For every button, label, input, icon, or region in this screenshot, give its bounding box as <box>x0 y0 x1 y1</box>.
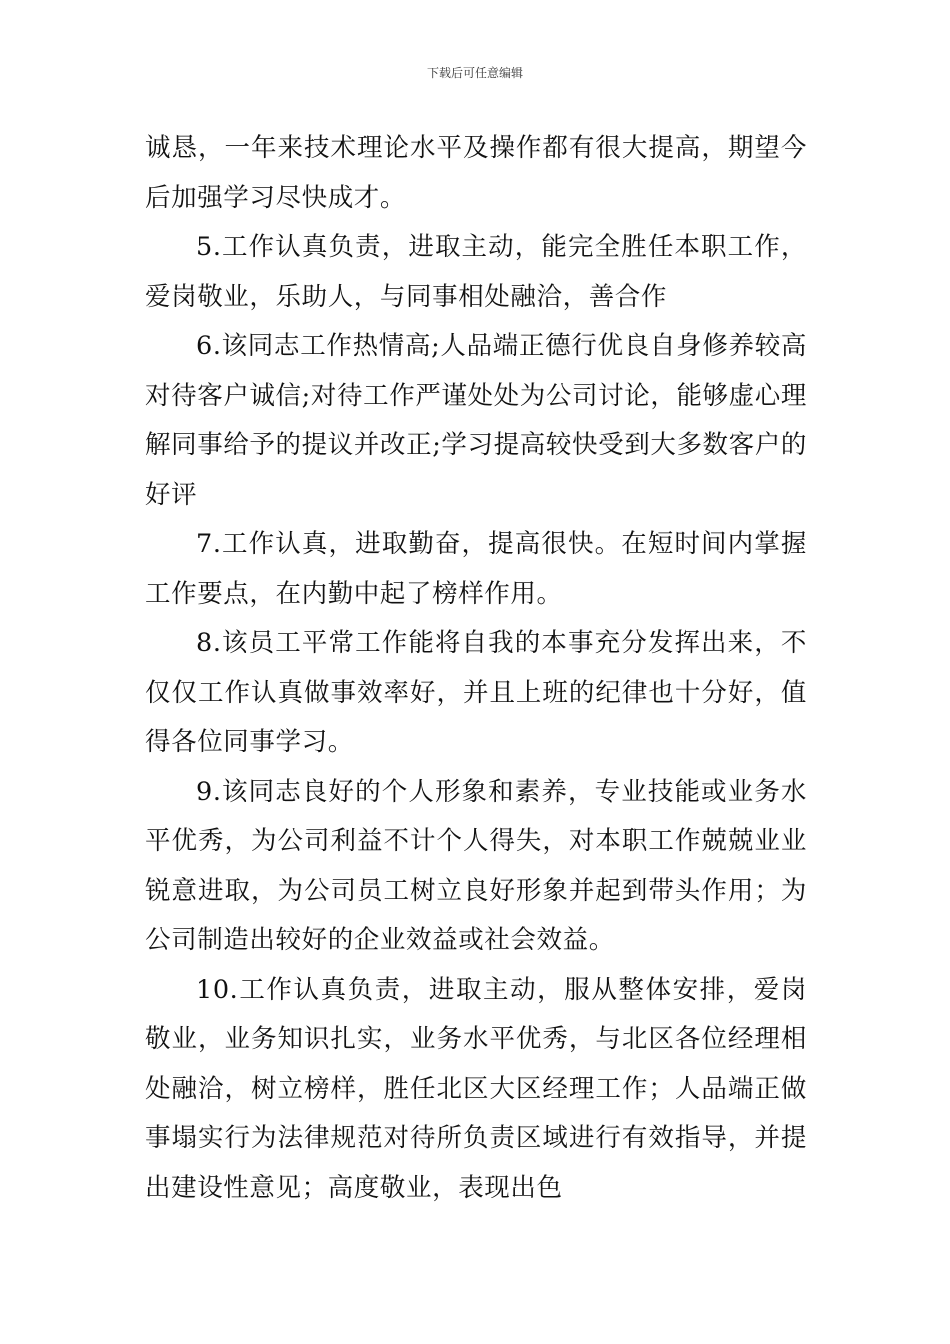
paragraph-item-5: 5.工作认真负责，进取主动，能完全胜任本职工作，爱岗敬业，乐助人，与同事相处融洽，善合作 <box>145 232 807 312</box>
paragraph-item-7: 7.工作认真，进取勤奋，提高很快。在短时间内掌握工作要点，在内勤中起了榜样作用。 <box>145 529 807 609</box>
page-header-note: 下载后可任意编辑 <box>426 66 523 80</box>
paragraph-continuation: 诚恳，一年来技术理论水平及操作都有很大提高，期望今后加强学习尽快成才。 <box>145 133 807 213</box>
document-body <box>145 124 807 1213</box>
paragraph-item-10: 10.工作认真负责，进取主动，服从整体安排，爱岗敬业，业务知识扎实，业务水平优秀，与北区各位经理相处融洽，树立榜样，胜任北区大区经理工作；人品端正做事塌实行为法律规范对待所负责区域进行有效指导，并提出建设性意见；高度敬业，表现出色 <box>145 974 807 1203</box>
paragraph-item-8: 8.该员工平常工作能将自我的本事充分发挥出来，不仅仅工作认真做事效率好，并且上班的纪律也十分好，值得各位同事学习。 <box>145 628 807 757</box>
paragraph-item-9: 9.该同志良好的个人形象和素养，专业技能或业务水平优秀，为公司利益不计个人得失，对本职工作兢兢业业锐意进取，为公司员工树立良好形象并起到带头作用；为公司制造出较好的企业效益或社会效益。 <box>145 776 807 955</box>
paragraph-item-6: 6.该同志工作热情高;人品端正德行优良自身修养较高对待客户诚信;对待工作严谨处处为公司讨论，能够虚心理解同事给予的提议并改正;学习提高较快受到大多数客户的好评 <box>145 331 807 510</box>
